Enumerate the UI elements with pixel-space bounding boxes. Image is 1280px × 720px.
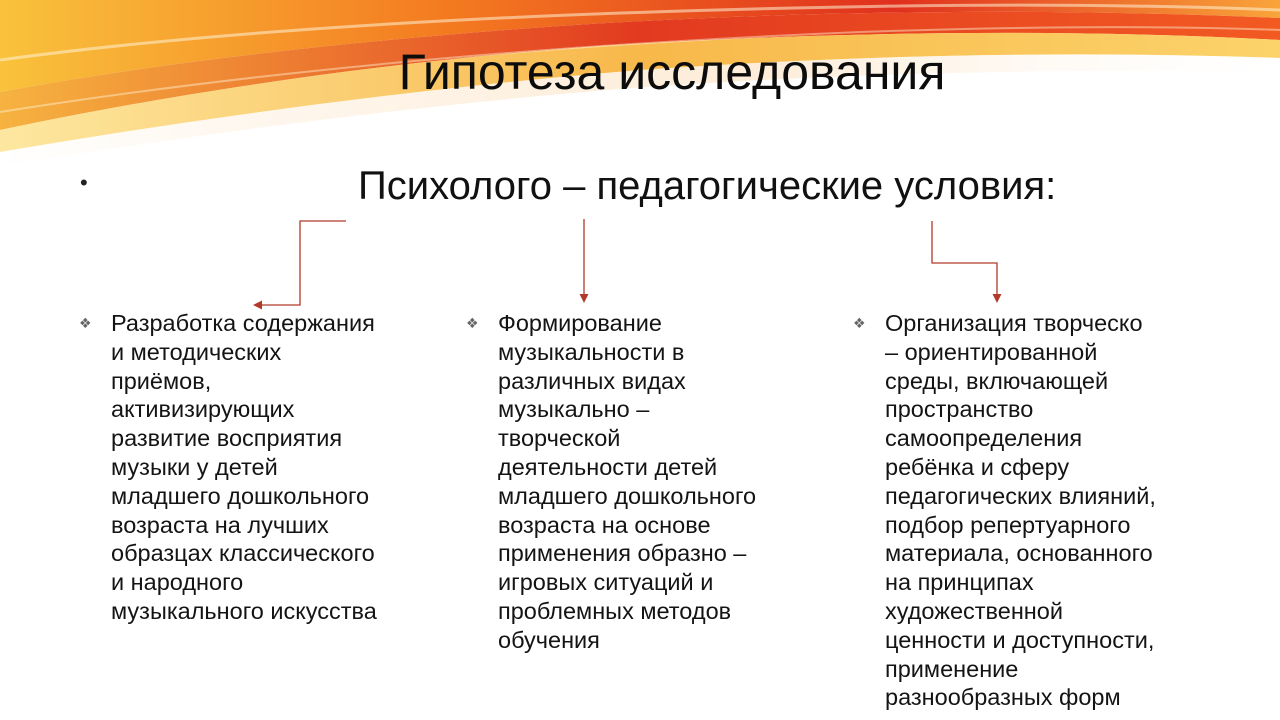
condition-column-2 — [466, 309, 798, 655]
lead-bullet: • — [80, 170, 88, 195]
condition-column-3 — [853, 309, 1205, 712]
connector-arrows — [0, 0, 1280, 320]
condition-text-2: Формирование музыкальности в различных видах музыкально – творческой деятельности детей младшего дошкольного возраста на основе применения образно – игровых ситуаций и проблемных методов обучения — [498, 310, 757, 653]
condition-column-1 — [79, 309, 451, 626]
condition-text-1: Разработка содержания и методических приёмов, активизирующих развитие восприятия музыки у детей младшего дошкольного возраста на лучших образцах классического и народного музыкального искусства — [111, 310, 377, 624]
slide-title: Гипотеза исследования — [398, 44, 946, 100]
diamond-bullet-icon: ❖ — [853, 315, 866, 331]
diamond-bullet-icon: ❖ — [79, 315, 92, 331]
arrow-right — [932, 221, 997, 300]
arrow-left — [256, 221, 346, 305]
slide-subtitle: Психолого – педагогические условия: — [358, 164, 1057, 208]
condition-text-3: Организация творческо – ориентированной среды, включающей пространство самоопределения ребёнка и сферу педагогических влияний, подбор репертуарного материала, основанного на принципах художественной ценности и доступности, применение разнообразных форм — [885, 310, 1156, 711]
diamond-bullet-icon: ❖ — [466, 315, 479, 331]
